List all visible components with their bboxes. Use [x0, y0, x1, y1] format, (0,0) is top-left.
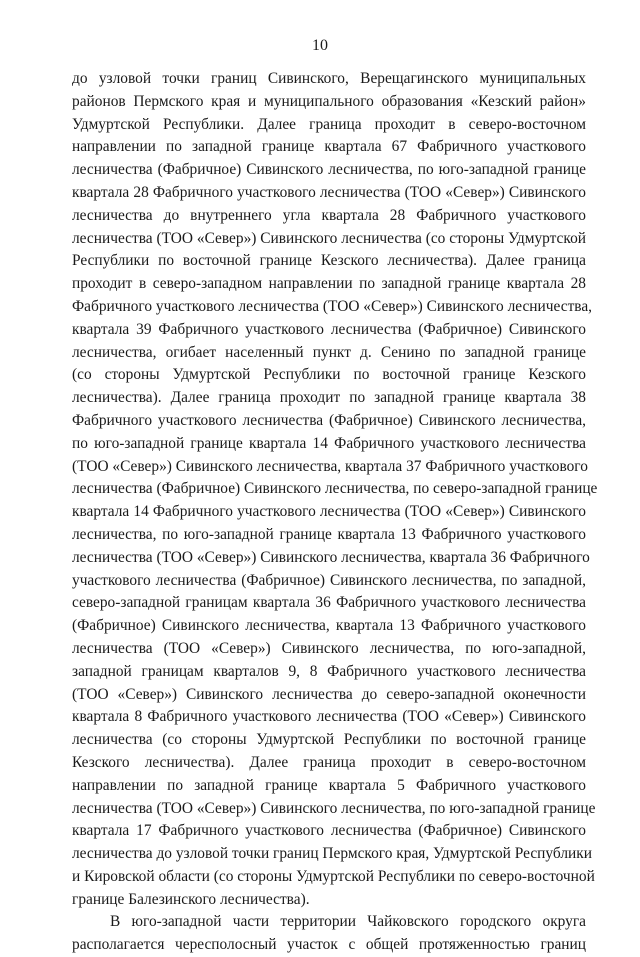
- text-line: (ТОО «Север») Сивинского лесничества, квартала 37 Фабричного участкового: [72, 457, 588, 475]
- text-line: по юго-западной границе квартала 14 Фабричного участкового лесничества: [72, 434, 586, 452]
- text-line: (со стороны Удмуртской Республики по восточной границе Кезского: [72, 366, 586, 384]
- text-line: лесничества (ТОО «Север») Сивинского лесничества, по юго-западной границе: [72, 799, 596, 817]
- text-line: квартала 17 Фабричного участкового лесничества (Фабричное) Сивинского: [72, 822, 586, 840]
- text-line: северо-западной границам квартала 36 Фабричного участкового лесничества: [72, 594, 586, 612]
- text-line: лесничества (ТОО «Север») Сивинского лесничества, квартала 36 Фабричного: [72, 548, 590, 566]
- text-line: проходит в северо-западном направлении по западной границе квартала 28: [72, 275, 586, 293]
- text-line: (Фабричное) Сивинского лесничества, квартала 13 Фабричного участкового: [72, 617, 586, 635]
- text-line: направлении по западной границе квартала 5 Фабричного участкового: [72, 776, 586, 794]
- body-text: [72, 68, 598, 957]
- text-line: лесничества). Далее граница проходит по западной границе квартала 38: [72, 389, 586, 407]
- text-line: лесничества до внутреннего угла квартала 28 Фабричного участкового: [72, 206, 586, 224]
- page-number: 10: [312, 37, 328, 54]
- text-line: границе Балезинского лесничества).: [72, 890, 310, 908]
- text-line: квартала 8 Фабричного участкового лесничества (ТОО «Север») Сивинского: [72, 708, 586, 726]
- text-line: лесничества (ТОО «Север») Сивинского лесничества (со стороны Удмуртской: [72, 229, 586, 247]
- text-line: (ТОО «Север») Сивинского лесничества до северо-западной оконечности: [72, 685, 586, 703]
- text-line: районов Пермского края и муниципального образования «Кезский район»: [72, 92, 586, 110]
- text-line: и Кировской области (со стороны Удмуртской Республики по северо-восточной: [72, 867, 595, 885]
- text-line: лесничества (со стороны Удмуртской Республики по восточной границе: [72, 731, 586, 749]
- text-line: Удмуртской Республики. Далее граница проходит в северо-восточном: [72, 115, 586, 133]
- text-line: Республики по восточной границе Кезского лесничества). Далее граница: [72, 252, 586, 270]
- text-line: лесничества, по юго-западной границе квартала 13 Фабричного участкового: [72, 525, 586, 543]
- text-line: направлении по западной границе квартала 67 Фабричного участкового: [72, 138, 586, 156]
- text-line: лесничества (Фабричное) Сивинского лесничества, по северо-западной границе: [72, 480, 598, 498]
- text-line: квартала 14 Фабричного участкового лесничества (ТОО «Север») Сивинского: [72, 503, 586, 521]
- text-line: Кезского лесничества). Далее граница проходит в северо-восточном: [72, 753, 586, 771]
- text-line: располагается чересполосный участок с общей протяженностью границ: [72, 936, 586, 954]
- text-line: квартала 39 Фабричного участкового лесничества (Фабричное) Сивинского: [72, 320, 586, 338]
- text-line: лесничества до узловой точки границ Пермского края, Удмуртской Республики: [72, 845, 592, 863]
- paragraph-start-line: В юго-западной части территории Чайковского городского округа: [110, 913, 586, 931]
- text-line: Фабричного участкового лесничества (ТОО «Север») Сивинского лесничества,: [72, 297, 593, 315]
- text-line: лесничества, огибает населенный пункт д. Сенино по западной границе: [72, 343, 586, 361]
- text-line: до узловой точки границ Сивинского, Верещагинского муниципальных: [72, 70, 586, 87]
- text-line: лесничества (ТОО «Север») Сивинского лесничества, по юго-западной,: [72, 639, 586, 657]
- text-line: западной границам кварталов 9, 8 Фабричного участкового лесничества: [72, 662, 586, 680]
- text-line: участкового лесничества (Фабричное) Сивинского лесничества, по западной,: [72, 571, 586, 589]
- text-line: Фабричного участкового лесничества (Фабричное) Сивинского лесничества,: [72, 411, 586, 429]
- text-line: лесничества (Фабричное) Сивинского лесничества, по юго-западной границе: [72, 161, 586, 179]
- text-line: квартала 28 Фабричного участкового лесничества (ТОО «Север») Сивинского: [72, 183, 586, 201]
